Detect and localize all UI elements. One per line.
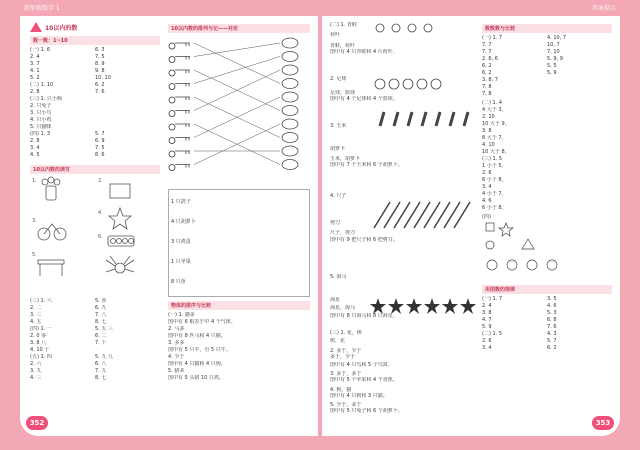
answer-line: 5. 少于，多于 xyxy=(330,402,362,409)
answer-row xyxy=(482,296,612,303)
answer-cell: 3. 7 xyxy=(30,61,40,67)
match-line xyxy=(194,57,280,84)
answer-cell: 9. 8 xyxy=(95,68,105,74)
answer-line: 图中有 4 只鸟和 5 个鸟窝。 xyxy=(330,361,393,368)
answer-cell: 2. 4 xyxy=(482,303,492,309)
answer-cell: 7. 6 xyxy=(547,324,557,330)
key-icon xyxy=(169,124,190,130)
answer-cell: 7. 5 xyxy=(95,145,105,151)
pattern-list xyxy=(482,296,612,352)
flower-icon xyxy=(42,179,48,185)
answer-cell: 2. 六 xyxy=(30,361,42,367)
answer-cell: 7, 8 xyxy=(482,91,492,97)
answer-row xyxy=(482,63,612,70)
answer-row xyxy=(30,145,160,152)
key-icon xyxy=(169,165,190,171)
answer-cell: 7. 八 xyxy=(95,312,107,318)
answer-cell: 2. 4 xyxy=(30,54,40,60)
answer-cell: 5. 喜 xyxy=(95,298,107,304)
answer-cell: 6. 二 xyxy=(95,333,107,339)
answer-row xyxy=(482,49,612,56)
header-bar xyxy=(0,0,640,14)
column-1 xyxy=(30,22,160,412)
answer-cell: (一) 1. 7 xyxy=(482,296,503,302)
answer-row xyxy=(30,89,160,96)
answer-line: 2. 马多 xyxy=(168,326,185,332)
answer-cell: (一) 1. 7 xyxy=(482,35,503,41)
answer-line: 4. 6 xyxy=(482,198,492,204)
lock-icon xyxy=(282,92,298,102)
key-icon xyxy=(169,97,190,103)
column-2 xyxy=(168,22,310,412)
left-page xyxy=(20,16,318,436)
svg-text:1.: 1. xyxy=(32,178,37,184)
lock-icon xyxy=(282,119,298,129)
answer-cell: (三) 1. 六 xyxy=(30,298,52,304)
answer-cell xyxy=(95,110,160,117)
answer-cell: 5. 7 xyxy=(95,131,105,137)
flower-icon xyxy=(48,177,54,183)
answer-line: 4. 尺子 xyxy=(330,192,347,199)
ruler-icon xyxy=(374,202,470,228)
answer-cell: 5. 9, 9 xyxy=(547,56,563,62)
answer-line: 剪刀 xyxy=(330,219,341,226)
page-number: 353 xyxy=(592,416,614,430)
answer-line: 图中有 5 个苹果和 4 个香蕉。 xyxy=(330,377,398,384)
answer-row xyxy=(30,82,160,89)
answer-cell xyxy=(547,77,612,84)
answer-cell: 3. 8 xyxy=(482,310,492,316)
answer-cell: 4. 5 xyxy=(30,152,40,158)
answer-cell: 4. 三 xyxy=(30,375,42,381)
answer-cell xyxy=(95,347,160,354)
answer-cell: 5. 九 九 xyxy=(95,354,113,360)
answer-line: 4 大于 3。 xyxy=(482,107,507,113)
answer-line: 2. 足球 xyxy=(330,76,347,83)
svg-text:3.: 3. xyxy=(32,218,37,224)
svg-text:4.: 4. xyxy=(98,210,103,216)
picture-grid xyxy=(30,176,160,296)
answer-cell: 4. 3 xyxy=(547,331,557,337)
answer-line: 图中有 8 只海马和 8 只海星。 xyxy=(330,313,398,319)
answer-cell: 7, 8 xyxy=(482,84,492,90)
answer-row xyxy=(30,361,160,368)
answer-row xyxy=(30,124,160,131)
answer-row xyxy=(30,68,160,75)
key-icon xyxy=(169,57,190,63)
answer-line: 8 大于 7。 xyxy=(482,135,507,141)
answer-cell: 7. 6 xyxy=(95,89,105,95)
counting-table xyxy=(168,189,310,297)
answer-line: 3. 4 xyxy=(482,184,492,190)
answer-row xyxy=(30,131,160,138)
answer-line: (三) 1. 花，树 xyxy=(330,330,362,337)
answer-cell: 7, 7 xyxy=(482,42,492,48)
answer-line: 胡萝卜 xyxy=(330,146,346,153)
flower-icon xyxy=(54,179,60,185)
count-item: 3 只鸡蛋 xyxy=(171,239,191,245)
answer-cell: 5, 5 xyxy=(547,63,557,69)
answer-line: 青蛙，荷叶 xyxy=(330,43,356,50)
answer-cell: 8. 9 xyxy=(95,61,105,67)
answer-cell: 2. 6, 6 xyxy=(482,56,498,62)
answer-row xyxy=(482,324,612,331)
answer-cell: 2. 6 xyxy=(482,338,492,344)
frog-icon xyxy=(376,24,432,32)
answer-line: 尺子，剪刀 xyxy=(330,229,356,236)
answer-cell: 2. 8 xyxy=(30,138,40,144)
answer-row xyxy=(30,152,160,159)
answer-row xyxy=(482,91,612,98)
answer-line: 图中有 8 匹马和 4 只猫。 xyxy=(168,333,226,339)
answer-line: 10 大于 9。 xyxy=(482,121,510,127)
star-icon xyxy=(109,208,131,229)
answer-cell: 6. 9 xyxy=(95,138,105,144)
answer-cell: 8. 七 xyxy=(95,319,107,325)
lock-icon xyxy=(282,79,298,89)
answer-cell: 2. 二 xyxy=(30,305,42,311)
answer-cell: 3. 5 xyxy=(547,296,557,302)
spider-icon xyxy=(115,263,125,273)
answer-cell: 6. 2 xyxy=(95,82,105,88)
ball-icon xyxy=(375,79,441,89)
answer-cell: 5, 9 xyxy=(547,70,557,76)
svg-text:2.: 2. xyxy=(98,178,103,184)
answer-cell: 3. 8 八 xyxy=(30,340,47,346)
key-icon xyxy=(169,111,190,117)
answer-row xyxy=(30,340,160,347)
answer-row xyxy=(482,345,612,352)
answer-cell: 4. 7 xyxy=(482,317,492,323)
answer-cell: 5. 只猫咪 xyxy=(30,124,52,130)
answer-row xyxy=(30,312,160,319)
answer-line: 2. 多于，少于 xyxy=(330,347,362,354)
answer-cell: 5. 7 xyxy=(547,338,557,344)
answer-line: 玉米，胡萝卜 xyxy=(330,155,361,162)
answer-row xyxy=(482,77,612,84)
answer-cell: 7. 十 xyxy=(95,340,107,346)
answer-cell: (四) 1. 3 xyxy=(30,131,51,137)
answer-cell: 8. 七 xyxy=(95,375,107,381)
answer-line: 图中有 9 把尺子和 6 把剪刀。 xyxy=(330,237,398,244)
compare-list xyxy=(168,312,310,382)
answer-cell xyxy=(95,124,160,131)
answer-cell: 8. 6 xyxy=(95,152,105,158)
circle-icon xyxy=(486,241,494,249)
star-icon xyxy=(499,223,513,236)
answer-row xyxy=(30,138,160,145)
answer-cell: 7. 5 xyxy=(95,54,105,60)
answer-cell: 3. 只小鸟 xyxy=(30,110,52,116)
answer-cell xyxy=(547,91,612,98)
answer-cell: 6. 3 xyxy=(95,47,105,53)
answer-cell xyxy=(95,117,160,124)
answer-line: 1 小于 5。 xyxy=(482,163,507,169)
count-item: 4 只胡萝卜 xyxy=(171,219,196,225)
lock-icon xyxy=(282,160,298,170)
answer-line: 图中有 4 只青蛙和 4 片荷叶。 xyxy=(330,49,398,56)
answer-cell: 2. 0 零 xyxy=(30,333,47,339)
lock-icon xyxy=(282,52,298,62)
answer-row xyxy=(30,333,160,340)
key-icon xyxy=(169,138,190,144)
box-icon xyxy=(110,184,130,198)
answer-row xyxy=(30,47,160,54)
lock-icon xyxy=(282,133,298,143)
answer-line: 图中有 5 头猪 10 只鸡。 xyxy=(168,375,224,381)
section-header: 数一数：1~10 xyxy=(30,36,160,45)
triangle-icon xyxy=(30,22,42,32)
square-icon xyxy=(486,223,494,231)
table-icon xyxy=(38,260,64,264)
answer-cell: 6, 2 xyxy=(482,63,492,69)
answer-cell: 6. 8 xyxy=(547,317,557,323)
sequence-label: (四) xyxy=(482,214,491,220)
answer-row xyxy=(482,303,612,310)
lock-icon xyxy=(282,146,298,156)
answer-cell: 4. 10, 7 xyxy=(547,35,567,41)
answer-line: 6 小于 8。 xyxy=(482,205,507,211)
answer-row xyxy=(30,354,160,361)
answer-line: 图中有 4 个足球和 4 个篮球。 xyxy=(330,95,398,102)
answer-line: 4. 少于 xyxy=(168,354,185,360)
answer-cell: 5. 五 三 xyxy=(95,326,113,332)
answer-cell: 4. 只小鸡 xyxy=(30,117,52,123)
answer-cell: (一) 1. 6 xyxy=(30,47,51,53)
section-header: 物体的排序与比较 xyxy=(168,301,310,310)
answer-row xyxy=(482,317,612,324)
answer-cell: 7. 九 xyxy=(95,368,107,374)
section-header: 用图数的规律 xyxy=(482,285,612,294)
answer-line: 10 大于 8。 xyxy=(482,149,510,155)
answer-row xyxy=(482,35,612,42)
answer-row xyxy=(30,305,160,312)
lock-icon xyxy=(282,65,298,75)
answer-line: 3. 多于，多于 xyxy=(330,371,362,378)
match-line xyxy=(194,43,280,57)
answer-line: 3. 多多 xyxy=(168,340,185,346)
answer-cell: 10, 7 xyxy=(547,42,560,48)
answer-row xyxy=(30,103,160,110)
matching-lines xyxy=(168,35,310,185)
answer-cell: 5. 9 xyxy=(482,324,492,330)
answer-cell xyxy=(547,84,612,91)
answer-row xyxy=(30,326,160,333)
answer-row xyxy=(482,310,612,317)
answer-line: 2. 10 xyxy=(482,114,495,120)
answer-row xyxy=(30,54,160,61)
answer-line: 足球，篮球 xyxy=(330,89,356,96)
answer-line: 图中有 4 只狗和 3 只猫。 xyxy=(330,392,388,399)
answer-line: 图中有 4 只猫和 4 只狗。 xyxy=(168,361,226,367)
egg-tray-icon xyxy=(108,236,134,246)
lock-icon xyxy=(282,106,298,116)
answer-row xyxy=(482,84,612,91)
right-page xyxy=(322,16,620,436)
key-icon xyxy=(169,43,190,49)
answer-row xyxy=(30,375,160,382)
answer-cell: 6. 八 xyxy=(95,361,107,367)
answer-line: 4. 10 xyxy=(482,142,495,148)
svg-text:6.: 6. xyxy=(98,234,103,240)
answer-row xyxy=(30,110,160,117)
answer-cell: 4. 1 xyxy=(30,68,40,74)
answer-cell: 6. 2 xyxy=(547,345,557,351)
answer-cell: (四) 1. 一 xyxy=(30,326,52,332)
answer-cell: 3. 三 xyxy=(30,312,42,318)
key-icon xyxy=(169,151,190,157)
count-item: 1 只鸽子 xyxy=(171,199,191,205)
starfish-icon xyxy=(370,298,386,314)
answer-cell: (二) 1. 10 xyxy=(30,82,54,88)
answer-cell: 7, 7 xyxy=(482,49,492,55)
answer-line: 荷叶 xyxy=(330,31,341,38)
answer-line: 图中有 7 个玉米和 6 个胡萝卜。 xyxy=(330,161,403,168)
answer-cell: (三) 1. 只小狗 xyxy=(30,96,62,102)
answer-cell: 3. 九 xyxy=(30,368,42,374)
answer-line: 3. 8 xyxy=(482,128,492,134)
answer-cell: 4. 五 xyxy=(30,319,42,325)
answer-row xyxy=(30,319,160,326)
answer-line: (三) 1. 5 xyxy=(482,156,503,162)
answer-row xyxy=(30,96,160,103)
answer-list xyxy=(482,35,612,98)
section-header: 10以内数的排列与记——对应 xyxy=(168,24,310,33)
answer-line: 2. 6 xyxy=(482,170,492,176)
answer-row xyxy=(30,61,160,68)
answer-cell: 4. 6 xyxy=(547,303,557,309)
count-item: 8 只鱼 xyxy=(171,279,186,285)
key-icon xyxy=(169,84,190,90)
answer-line: 树，花 xyxy=(330,338,346,345)
column-4 xyxy=(482,22,612,412)
answer-row xyxy=(482,338,612,345)
answer-row xyxy=(482,70,612,77)
answer-cell xyxy=(95,103,160,110)
answer-line: 3. 玉米 xyxy=(330,122,347,129)
answer-cell: 6, 2 xyxy=(482,70,492,76)
answer-line: 图中有 5 只兔子和 6 个胡萝卜。 xyxy=(330,408,403,415)
answer-line: (二) 1. 青蛙 xyxy=(330,22,357,28)
answer-line: 多于，少于 xyxy=(330,353,356,360)
answer-cell: 3. 4 xyxy=(482,345,492,351)
chapter-title: 10以内的数 xyxy=(30,22,160,32)
vase-icon xyxy=(46,186,56,200)
answer-row xyxy=(30,75,160,82)
answer-line: 5. 猪多 xyxy=(168,368,185,374)
lock-icon xyxy=(282,38,298,48)
count-item: 1 只苹果 xyxy=(171,259,191,265)
corn-icon xyxy=(380,112,468,126)
answer-cell: 3. 8, 7 xyxy=(482,77,498,83)
answer-line: 图中有 6 根苏乎中 4 个气球。 xyxy=(168,319,236,325)
answer-row xyxy=(30,117,160,124)
triangle-shape-icon xyxy=(522,239,534,249)
answer-line: (二) 1. 4 xyxy=(482,100,503,106)
answer-cell: (二) 1. 5 xyxy=(482,331,503,337)
answer-row xyxy=(482,331,612,338)
answer-cell: 4. 10 十 xyxy=(30,347,50,353)
answer-cell: 2. 只兔子 xyxy=(30,103,52,109)
answer-line: (一) 1. 猫多 xyxy=(168,312,195,318)
answer-cell: 7, 10 xyxy=(547,49,560,55)
answer-cell xyxy=(95,96,160,103)
answer-cell: (五) 1. 四 xyxy=(30,354,52,360)
page-number: 352 xyxy=(26,416,48,430)
sequence-pictures xyxy=(482,221,612,281)
answer-line: 海星 xyxy=(330,297,341,304)
answer-row xyxy=(482,42,612,49)
answer-line: 4 小于 7。 xyxy=(482,191,507,197)
answer-line: 图中有 5 只羊，有 5 只牛。 xyxy=(168,347,231,353)
answer-row xyxy=(30,298,160,305)
answer-cell: 10. 10 xyxy=(95,75,111,81)
section-header: 数数数与比较 xyxy=(482,24,612,33)
answer-list xyxy=(482,100,612,212)
book-title: 新加坡数学 1 xyxy=(24,5,60,12)
answer-line: 5. 海马 xyxy=(330,274,347,281)
answer-cell: 6. 九 xyxy=(95,305,107,311)
answer-line: 6 小于 8。 xyxy=(482,177,507,183)
answer-line: 海星，海马 xyxy=(330,305,356,312)
section-header: 10以内数的读写 xyxy=(30,165,160,174)
answer-row xyxy=(30,368,160,375)
svg-text:5.: 5. xyxy=(32,252,37,258)
answer-row xyxy=(30,347,160,354)
answer-line: 4. 狗，猫 xyxy=(330,386,352,393)
column-3 xyxy=(330,22,480,415)
answer-cell: 2. 8 xyxy=(30,89,40,95)
answer-list xyxy=(30,47,160,159)
answer-cell: 5. 3 xyxy=(547,310,557,316)
flower-icon xyxy=(487,260,497,270)
match-line xyxy=(194,43,280,84)
answer-row xyxy=(482,56,612,63)
key-icon xyxy=(169,70,190,76)
section-title: 答案提示 xyxy=(591,5,616,12)
answer-list xyxy=(30,298,160,382)
answer-cell: 3. 4 xyxy=(30,145,40,151)
answer-cell: 5. 2 xyxy=(30,75,40,81)
